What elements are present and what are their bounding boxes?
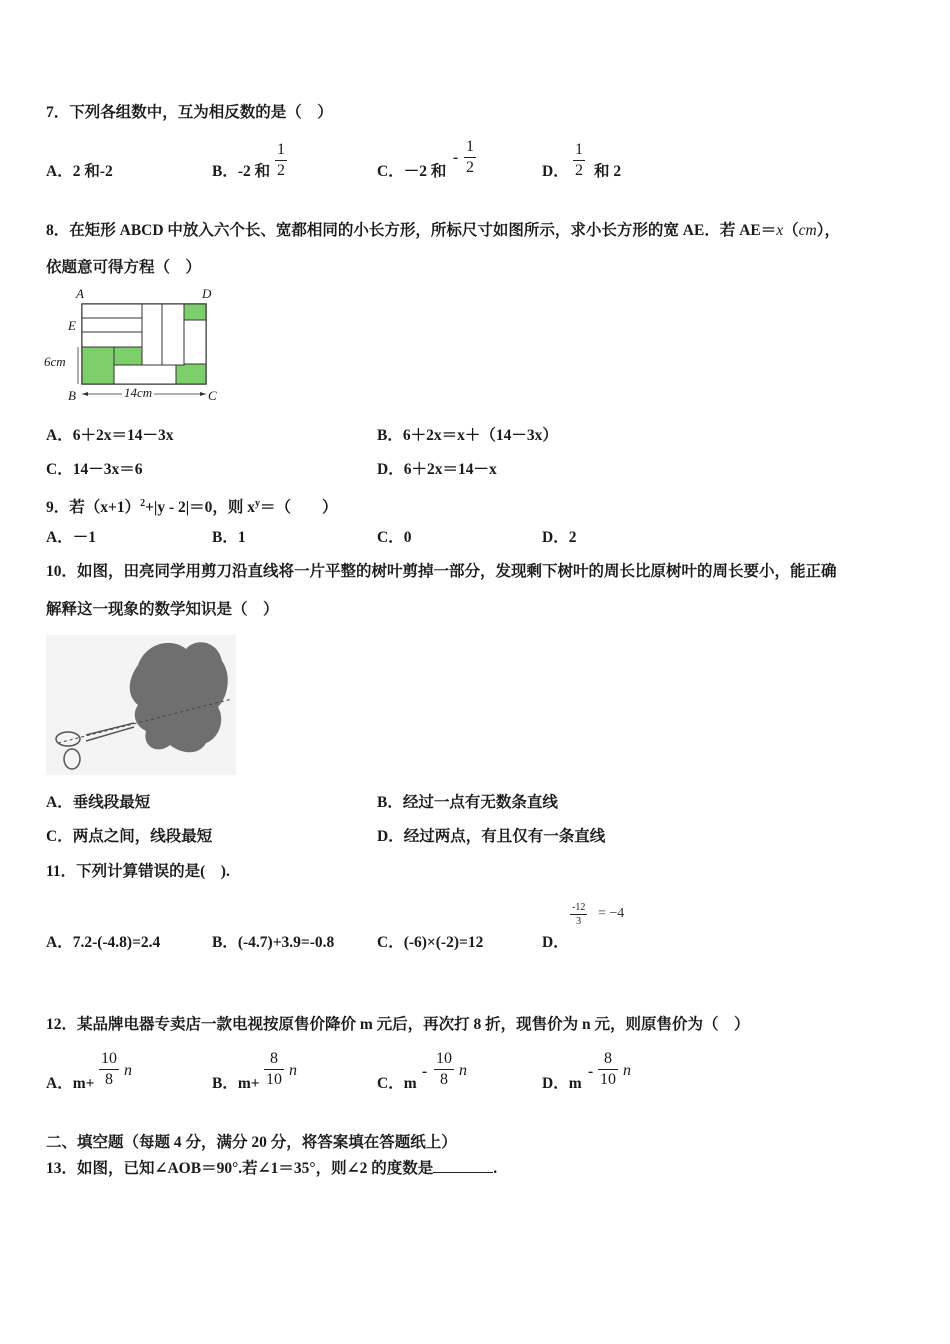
small-rect-2 (82, 318, 142, 332)
leaf-shape (130, 642, 228, 752)
label-c: C (208, 388, 217, 403)
fraction-numerator: 10 (101, 1050, 117, 1067)
label-b: B (68, 388, 76, 403)
q8-option-d: D．6＋2x＝14－x (377, 461, 497, 478)
q10-option-c: C．两点之间，线段最短 (46, 828, 213, 845)
fraction-bar (570, 914, 587, 915)
q8-figure (40, 284, 230, 409)
q12-option-c-fraction (434, 1050, 454, 1089)
q13-stem (46, 1158, 497, 1179)
q13-answer-blank[interactable] (433, 1158, 493, 1173)
fraction-bar (99, 1069, 119, 1070)
label-14cm: 14cm (124, 385, 153, 400)
q8-option-b: B．6＋2x＝x＋（14－3x） (377, 427, 558, 444)
small-rect-3 (82, 332, 142, 347)
fraction-denominator: 10 (266, 1071, 282, 1088)
small-rect-4 (142, 304, 162, 365)
q12-option-b-var: n (289, 1062, 297, 1079)
q11-option-d-rest: = −4 (598, 906, 625, 921)
scissor-handle-1 (56, 732, 80, 746)
q12-option-b: B．m+ (212, 1075, 260, 1092)
small-rect-bottom (114, 365, 176, 384)
q8-stem-part2: （ (783, 222, 799, 239)
q9-option-d: D．2 (542, 529, 577, 546)
q10-stem-line1: 10．如图，田亮同学用剪刀沿直线将一片平整的树叶剪掉一部分，发现剩下树叶的周长比原树叶的周长要小，能正确 (46, 563, 837, 580)
fraction-numerator: 1 (466, 138, 474, 155)
q9-stem-exponent-y: y (255, 498, 261, 509)
q7-option-d: D． (542, 163, 569, 180)
q12-option-d: D．m (542, 1075, 582, 1092)
q10-option-b: B．经过一点有无数条直线 (377, 794, 558, 811)
section2-heading: 二、填空题（每题 4 分，满分 20 分，将答案填在答题纸上） (46, 1134, 457, 1151)
q11-stem: 11．下列计算错误的是( ). (46, 863, 230, 880)
q8-stem (46, 221, 840, 241)
small-rect-6 (184, 320, 206, 364)
q12-option-c-sign: - (422, 1063, 428, 1080)
q12-option-d-fraction (598, 1050, 618, 1089)
q11-option-d: D． (542, 934, 569, 951)
fraction-denominator: 2 (575, 162, 583, 179)
fraction-denominator: 3 (576, 916, 582, 927)
q9-stem (46, 494, 338, 518)
leaf-scissors-illustration (46, 635, 236, 775)
q8-stem-unit: cm (798, 222, 817, 239)
green-region-left-top (114, 347, 142, 365)
q12-option-c: C．m (377, 1075, 417, 1092)
fraction-bar (264, 1069, 284, 1070)
green-region-bottom-right (176, 364, 206, 384)
fraction-denominator: 10 (600, 1071, 616, 1088)
fraction-numerator: 1 (277, 141, 285, 158)
q11-option-b: B．(-4.7)+3.9=-0.8 (212, 934, 335, 951)
q8-stem-var-x: x (776, 222, 784, 239)
q8-option-c: C．14－3x＝6 (46, 461, 143, 478)
fraction-bar (275, 160, 287, 161)
q12-option-d-sign: - (588, 1063, 594, 1080)
q8-option-a: A．6＋2x＝14－3x (46, 427, 174, 444)
label-e: E (68, 318, 76, 333)
q12-option-d-var: n (623, 1062, 631, 1079)
fraction-bar (598, 1069, 618, 1070)
q8-stem-part1: 8．在矩形 ABCD 中放入六个长、宽都相同的小长方形，所标尺寸如图所示，求小长方形的宽 AE．若 AE＝ (46, 222, 777, 239)
fraction-denominator: 8 (440, 1071, 448, 1088)
label-6cm: 6cm (44, 354, 66, 369)
green-region-top-right (184, 304, 206, 320)
q9-option-b: B．1 (212, 529, 246, 546)
q12-option-b-fraction (264, 1050, 284, 1089)
fraction-denominator: 2 (466, 159, 474, 176)
small-rect-1 (82, 304, 142, 318)
q10-leaf-figure (46, 635, 236, 775)
fraction-denominator: 2 (277, 162, 285, 179)
fraction-denominator: 8 (105, 1071, 113, 1088)
q11-option-d-fraction (570, 902, 587, 927)
q11-option-a: A．7.2-(-4.8)=2.4 (46, 934, 161, 951)
fraction-numerator: 8 (270, 1050, 278, 1067)
q9-stem-part3: ＝（ ） (260, 499, 338, 517)
q12-option-c-var: n (459, 1062, 467, 1079)
q11-option-c: C．(-6)×(-2)=12 (377, 934, 484, 951)
q9-option-c: C．0 (377, 529, 412, 546)
green-region-left (82, 347, 114, 384)
arrow-right (200, 392, 206, 396)
q9-option-a: A．－1 (46, 529, 96, 546)
scissor-handle-2 (64, 749, 80, 769)
q8-stem-part3: ）， (816, 222, 840, 239)
fraction-bar (434, 1069, 454, 1070)
fraction-numerator: 1 (575, 141, 583, 158)
q10-option-a: A．垂线段最短 (46, 794, 151, 811)
q13-stem-part1: 13．如图，已知∠AOB＝90°.若∠1＝35°，则∠2 的度数是 (46, 1160, 434, 1177)
q7-option-c-fraction (464, 138, 476, 177)
fraction-bar (464, 157, 476, 158)
q7-option-b: B．-2 和 (212, 163, 271, 180)
q7-option-a: A．2 和-2 (46, 163, 113, 180)
fraction-bar (573, 160, 585, 161)
fraction-numerator: 10 (436, 1050, 452, 1067)
q7-option-c-sign: - (453, 149, 459, 166)
small-rect-5 (162, 304, 184, 365)
fraction-numerator: -12 (572, 902, 586, 913)
q12-option-a: A．m+ (46, 1075, 95, 1092)
q9-stem-exponent: 2 (140, 498, 146, 509)
q12-option-a-fraction (99, 1050, 119, 1089)
q7-option-c: C．－2 和 (377, 163, 447, 180)
label-d: D (202, 286, 212, 301)
q10-stem-line2: 解释这一现象的数学知识是（ ） (46, 601, 279, 618)
q7-option-b-fraction (275, 141, 287, 180)
q12-stem: 12．某品牌电器专卖店一款电视按原售价降价 m 元后，再次打 8 折，现售价为 n 元，则原售价为（ ） (46, 1016, 750, 1033)
q13-stem-part2: . (493, 1160, 498, 1177)
q7-option-d-fraction (573, 141, 585, 180)
q7-stem: 7．下列各组数中，互为相反数的是（ ） (46, 104, 333, 121)
q12-option-a-var: n (124, 1062, 132, 1079)
arrow-left (82, 392, 88, 396)
fraction-numerator: 8 (604, 1050, 612, 1067)
q7-option-d-suffix: 和 2 (594, 163, 622, 180)
q9-stem-part1: 9．若（x+1） (46, 499, 141, 517)
q8-stem-line2: 依题意可得方程（ ） (46, 259, 202, 276)
q10-option-d: D．经过两点，有且仅有一条直线 (377, 828, 606, 845)
label-a: A (76, 286, 84, 301)
q9-stem-part2: +|y - 2|＝0，则 x (145, 499, 256, 517)
